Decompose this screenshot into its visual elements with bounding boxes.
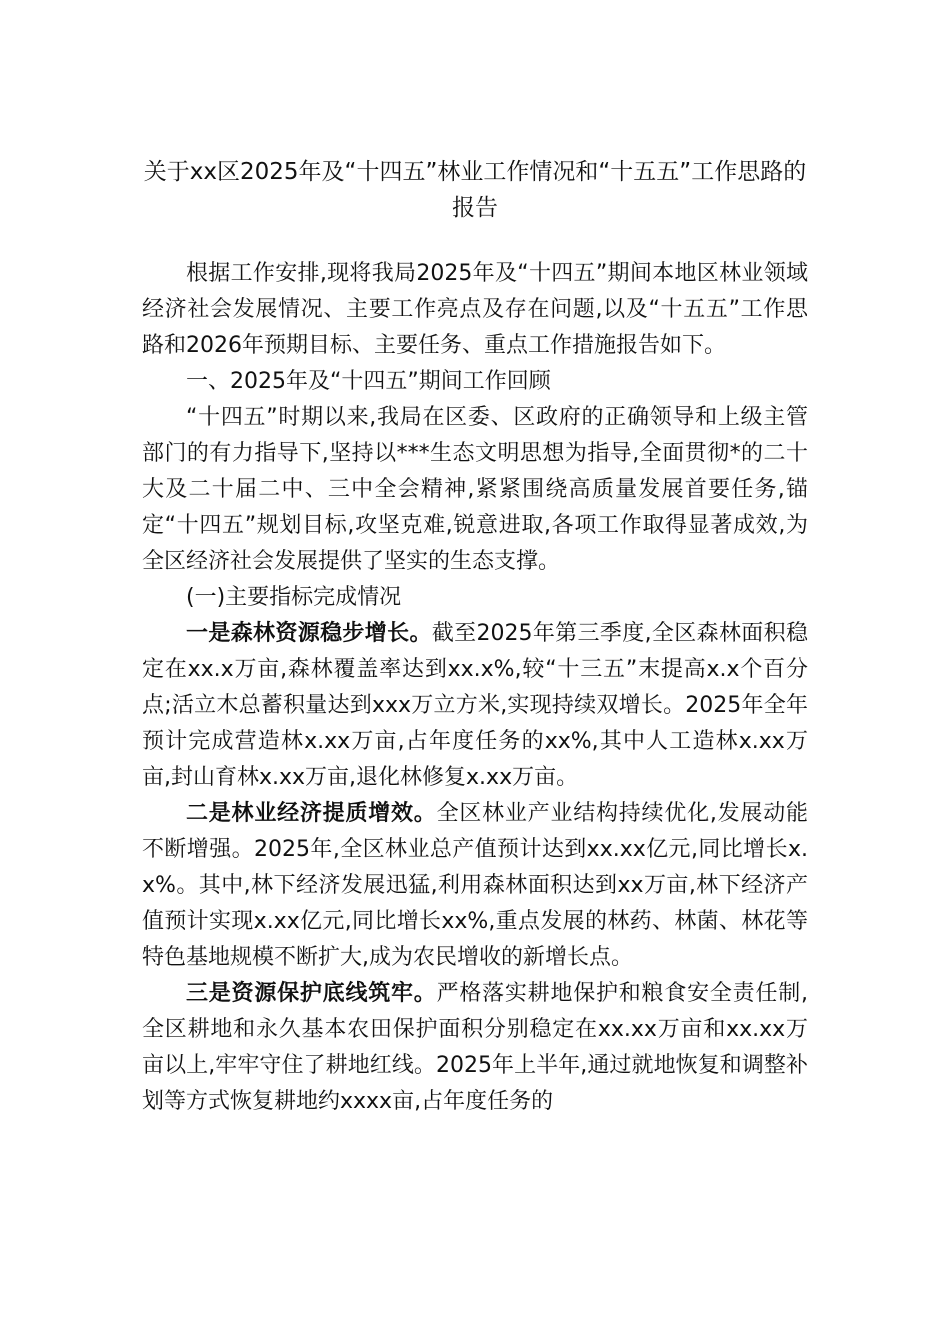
paragraph-intro xyxy=(142,256,808,364)
paragraph-forestry-economy xyxy=(142,796,808,976)
paragraph-forest-resources xyxy=(142,616,808,796)
paragraph-review-summary xyxy=(142,400,808,580)
paragraph-resource-protection-lead: 三是资源保护底线筑牢。 xyxy=(186,981,437,1006)
paragraph-resource-protection-text: 严格落实耕地保护和粮食安全责任制,全区耕地和永久基本农田保护面积分别稳定在xx.xx万亩和xx.xx万亩以上,牢牢守住了耕地红线。2025年上半年,通过就地恢复和调整补划等方式恢复耕地约xxxx亩,占年度任务的 xyxy=(142,981,808,1114)
paragraph-forestry-economy-text: 全区林业产业结构持续优化,发展动能不断增强。2025年,全区林业总产值预计达到xx.xx亿元,同比增长x.x%。其中,林下经济发展迅猛,利用森林面积达到xx万亩,林下经济产值预计实现x.xx亿元,同比增长xx%,重点发展的林药、林菌、林花等特色基地规模不断扩大,成为农民增收的新增长点。 xyxy=(142,801,808,970)
paragraph-forest-resources-text: 截至2025年第三季度,全区森林面积稳定在xx.x万亩,森林覆盖率达到xx.x%,较“十三五”末提高x.x个百分点;活立木总蓄积量达到xxx万立方米,实现持续双增长。2025年全年预计完成营造林x.xx万亩,占年度任务的xx%,其中人工造林x.xx万亩,封山育林x.xx万亩,退化林修复x.xx万亩。 xyxy=(142,621,808,790)
paragraph-intro-text: 根据工作安排,现将我局2025年及“十四五”期间本地区林业领域经济社会发展情况、主要工作亮点及存在问题,以及“十五五”工作思路和2026年预期目标、主要任务、重点工作措施报告如下。 xyxy=(142,261,808,358)
document-body xyxy=(142,256,808,1120)
paragraph-review-summary-text: “十四五”时期以来,我局在区委、区政府的正确领导和上级主管部门的有力指导下,坚持以***生态文明思想为指导,全面贯彻*的二十大及二十届二中、三中全会精神,紧紧围绕高质量发展首要任务,锚定“十四五”规划目标,攻坚克难,锐意进取,各项工作取得显著成效,为全区经济社会发展提供了坚实的生态支撑。 xyxy=(142,405,808,574)
paragraph-forest-resources-lead: 一是森林资源稳步增长。 xyxy=(186,621,432,646)
section-heading-review-text: 一、2025年及“十四五”期间工作回顾 xyxy=(186,369,551,394)
paragraph-resource-protection xyxy=(142,976,808,1120)
subsection-heading-indicators-text: (一)主要指标完成情况 xyxy=(186,585,402,610)
subsection-heading-indicators xyxy=(142,580,808,616)
paragraph-forestry-economy-lead: 二是林业经济提质增效。 xyxy=(186,801,437,826)
section-heading-review xyxy=(142,364,808,400)
document-title: 关于xx区2025年及“十四五”林业工作情况和“十五五”工作思路的报告 xyxy=(143,159,807,221)
